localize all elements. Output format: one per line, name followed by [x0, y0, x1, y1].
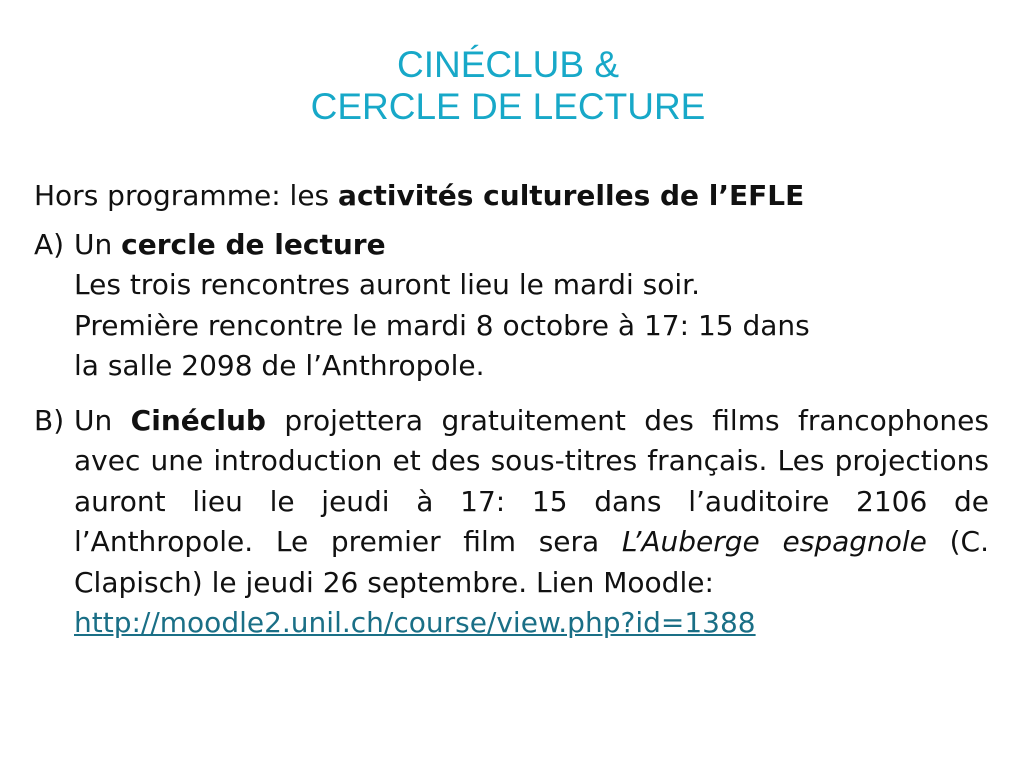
title-line-1: CINÉCLUB & [396, 44, 620, 85]
intro-bold: activités culturelles de l’EFLE [338, 179, 805, 212]
title-line-2: CERCLE DE LECTURE [310, 86, 706, 127]
intro-prefix: Hors programme: les [34, 179, 339, 212]
item-b-content [74, 401, 989, 644]
item-b-bold: Cinéclub [130, 403, 266, 437]
item-a-prefix: Un [74, 227, 122, 261]
item-b-marker: B) [34, 403, 65, 437]
item-a-line-2: Première rencontre le mardi 8 octobre à 17: 15 dans [74, 308, 810, 342]
item-a-line-1: Les trois rencontres auront lieu le mardi soir. [74, 268, 700, 301]
item-a-marker: A) [34, 227, 65, 261]
list-item-a [34, 225, 989, 387]
item-a-content [74, 225, 989, 387]
moodle-link[interactable]: http://moodle2.unil.ch/course/view.php?id=1388 [74, 606, 756, 639]
intro-line [34, 176, 989, 217]
item-b-prefix: Un [74, 403, 131, 437]
item-a-line-3: la salle 2098 de l’Anthropole. [74, 349, 485, 382]
item-a-heading [74, 225, 989, 266]
slide-title [0, 44, 1016, 128]
item-a-bold: cercle de lecture [121, 227, 386, 261]
list-item-b [34, 401, 989, 644]
slide-body [34, 176, 989, 644]
item-b-text-2: (C. Clapisch) le jeudi 26 septembre. Lien Moodle: [74, 525, 989, 599]
item-b-paragraph [74, 401, 989, 604]
moodle-link-line [74, 603, 989, 644]
item-b-text-1: projettera gratuitement des films francophones avec une introduction et des sous-titres français. Les projections auront lieu le jeudi à 17: 15 dans l’auditoire 2106 de l’Anthropole. Le premier film sera [74, 403, 989, 558]
film-title: L’Auberge espagnole [621, 525, 927, 558]
